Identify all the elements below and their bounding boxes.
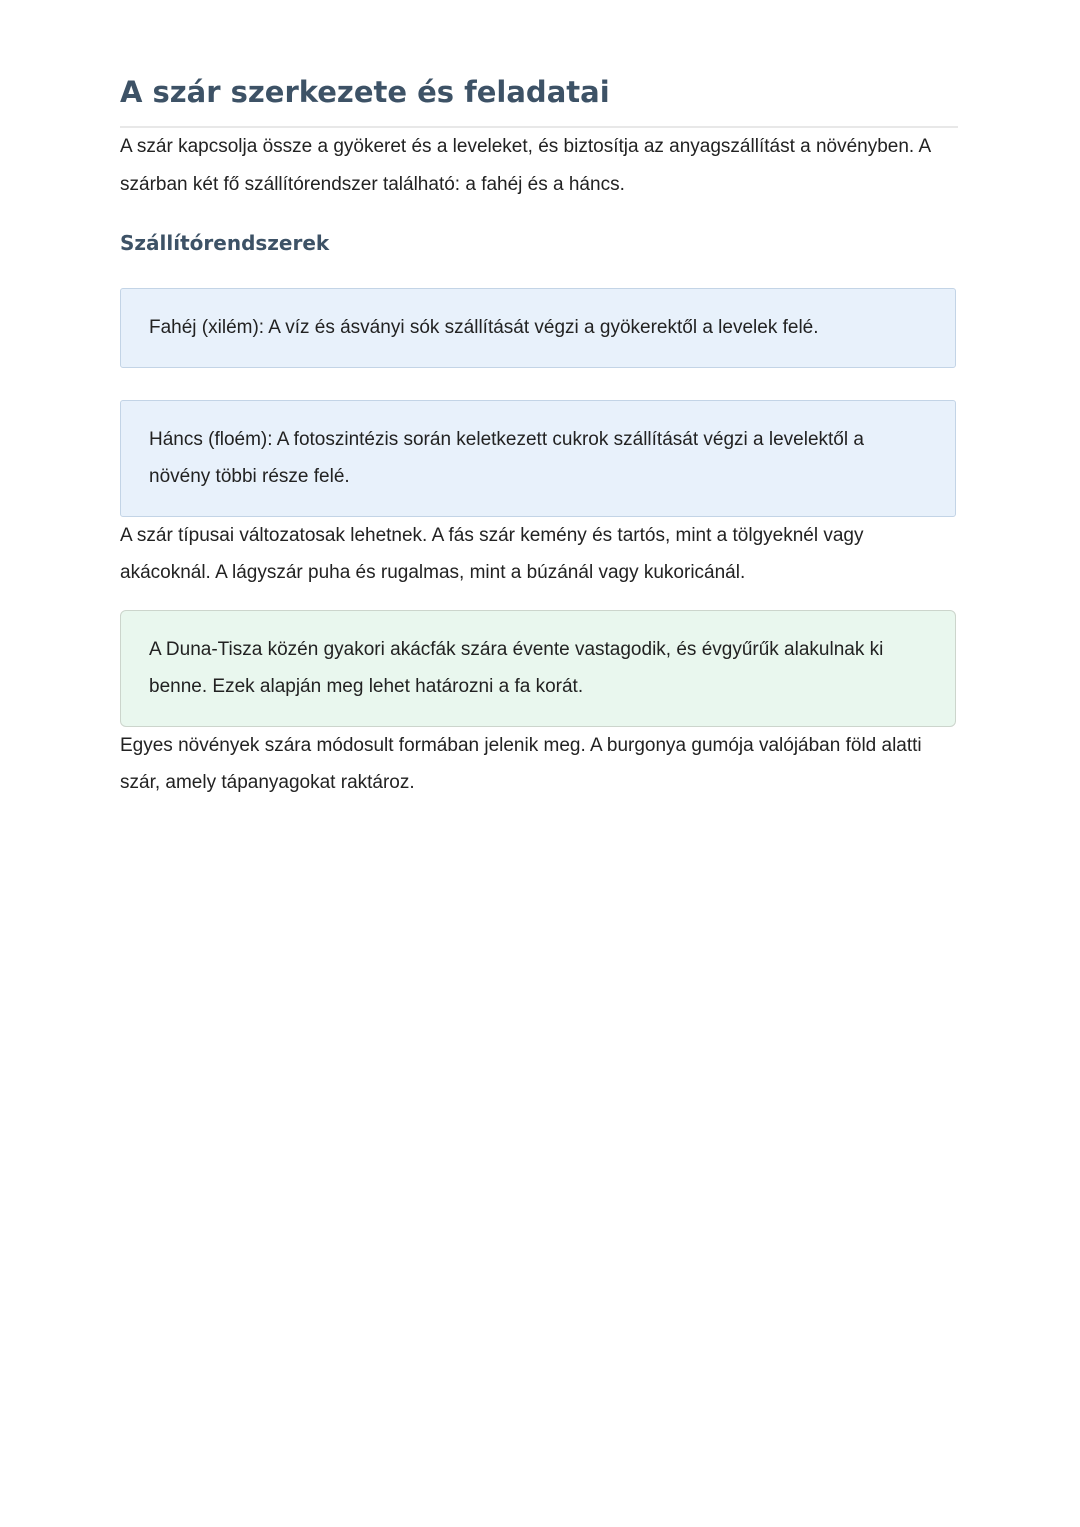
info-box-xylem-text: Fahéj (xilém): A víz és ásványi sók szállítását végzi a gyökerektől a levelek felé. xyxy=(149,317,819,338)
closing-paragraph: Egyes növények szára módosult formában jelenik meg. A burgonya gumója valójában föld alatti szár, amely tápanyagokat raktároz. xyxy=(120,734,922,793)
page-title: A szár szerkezete és feladatai xyxy=(120,75,610,109)
note-box-annual-rings xyxy=(120,610,956,727)
info-box-xylem xyxy=(120,288,956,368)
section-heading-transport-systems: Szállítórendszerek xyxy=(120,231,330,255)
info-box-phloem xyxy=(120,400,956,517)
note-box-annual-rings-text: A Duna-Tisza közén gyakori akácfák szára évente vastagodik, és évgyűrűk alakulnak ki benne. Ezek alapján meg lehet határozni a fa korát. xyxy=(149,638,884,697)
stem-types-paragraph: A szár típusai változatosak lehetnek. A fás szár kemény és tartós, mint a tölgyeknél vagy akácoknál. A lágyszár puha és rugalmas, mint a búzánál vagy kukoricánál. xyxy=(120,524,864,583)
info-box-phloem-text: Háncs (floém): A fotoszintézis során keletkezett cukrok szállítását végzi a levelektől a növény többi része felé. xyxy=(149,428,864,487)
document-page xyxy=(120,0,958,802)
intro-paragraph: A szár kapcsolja össze a gyökeret és a leveleket, és biztosítja az anyagszállítást a növényben. A szárban két fő szállítórendszer található: a fahéj és a háncs. xyxy=(120,136,931,195)
